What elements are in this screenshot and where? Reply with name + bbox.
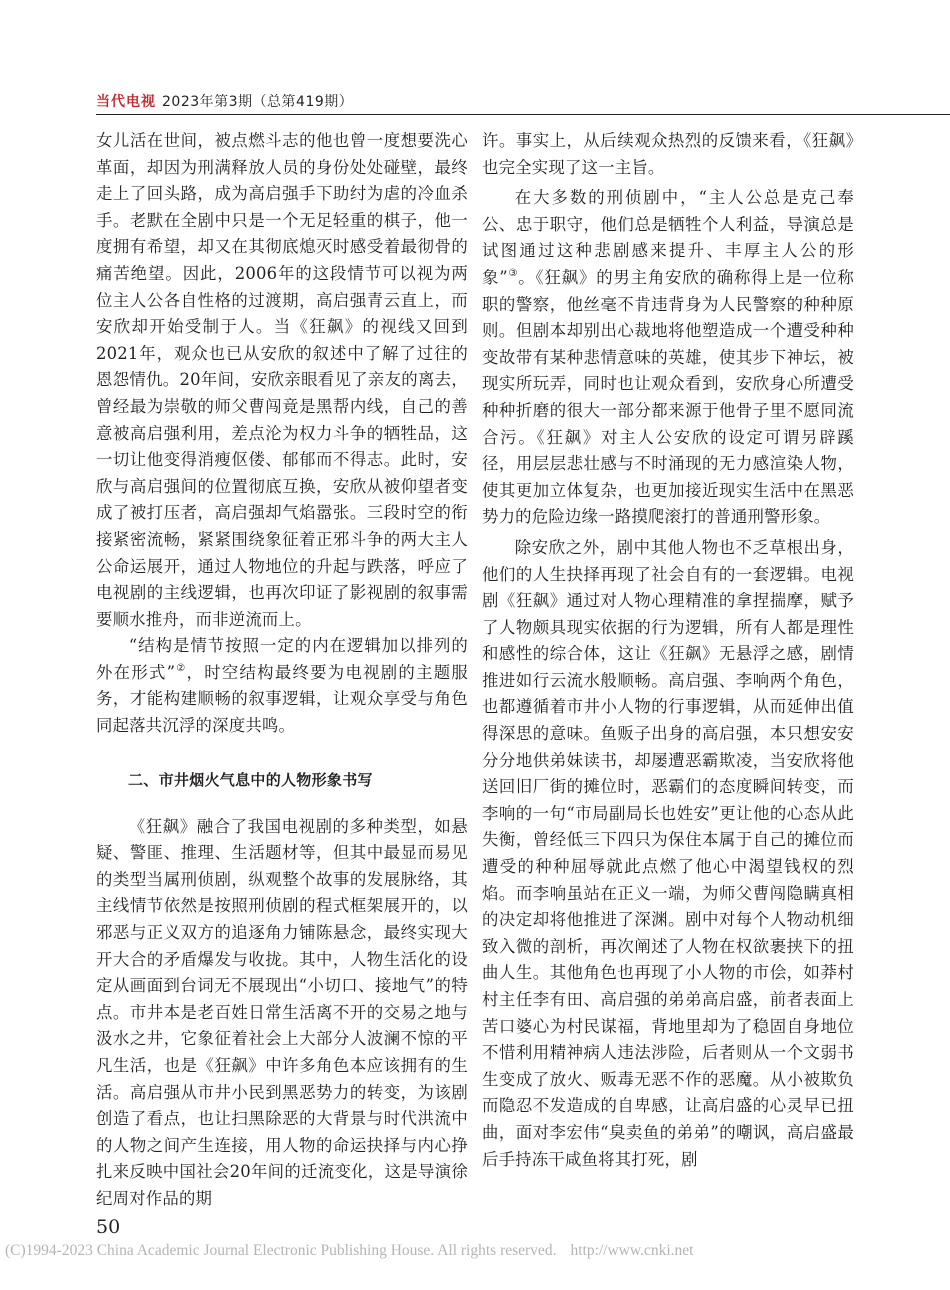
copyright-watermark <box>5 1241 950 1261</box>
header-divider <box>96 114 950 115</box>
paragraph-text: 在大多数的刑侦剧中，“主人公总是克己奉公、忠于职守，他们总是牺牲个人利益，导演总是试图通过这种悲剧感来提升、丰厚主人公的形象” <box>482 188 854 287</box>
section-heading: 二、市井烟火气息中的人物形象书写 <box>128 770 373 789</box>
running-header <box>96 92 950 114</box>
body-paragraph <box>96 633 468 739</box>
paragraph-text: 。《狂飙》的男主角安欣的确称得上是一位称职的警察，他丝毫不肯违背身为人民警察的种种原则。但剧本却别出心裁地将他塑造成一个遭受种种变故带有某种悲情意味的英雄，使其步下神坛，被现实所玩弄，同时也让观众看到，安欣身心所遭受种种折磨的很大一部分都来源于他骨子里不愿同流合污。《狂飙》对主人公安欣的设定可谓另辟蹊径，用层层悲壮感与不时涌现的无力感渲染人物，使其更加立体复杂，也更加接近现实生活中在黑恶势力的危险边缘一路摸爬滚打的普通刑警形象。 <box>482 267 854 527</box>
page-number: 50 <box>96 1216 121 1238</box>
footnote-marker: ③ <box>507 267 519 279</box>
footnote-marker: ② <box>175 662 187 674</box>
copyright-text: (C)1994-2023 China Academic Journal Electronic Publishing House. All rights reserved. <box>5 1242 557 1259</box>
issue-info: 2023年第3期（总第419期） <box>162 94 354 110</box>
journal-name: 当代电视 <box>96 94 156 110</box>
right-column <box>482 128 854 1173</box>
paragraph-text: ，时空结构最终要为电视剧的主题服务，才能构建顺畅的叙事逻辑，让观众享受与角色同起落共沉浮的深度共鸣。 <box>96 662 468 736</box>
quotation: “结构是情节按照一定的内在逻辑加以排列的外在形式” <box>96 636 468 682</box>
body-paragraph <box>482 185 854 531</box>
left-column <box>96 128 468 1213</box>
body-paragraph: 女儿活在世间，被点燃斗志的他也曾一度想要洗心革面，却因为刑满释放人员的身份处处碰壁，最终走上了回头路，成为高启强手下助纣为虐的冷血杀手。老默在全剧中只是一个无足轻重的棋子，他一度拥有希望，却又在其彻底熄灭时感受着最彻骨的痛苦绝望。因此，2006年的这段情节可以视为两位主人公各自性格的过渡期，高启强青云直上，而安欣却开始受制于人。当《狂飙》的视线又回到2021年，观众也已从安欣的叙述中了解了过往的恩怨情仇。20年间，安欣亲眼看见了亲友的离去，曾经最为崇敬的师父曹闯竟是黑帮内线，自己的善意被高启强利用，差点沦为权力斗争的牺牲品，这一切让他变得消瘦伛偻、郁郁而不得志。此时，安欣与高启强间的位置彻底互换，安欣从被仰望者变成了被打压者，高启强却气焰嚣张。三段时空的衔接紧密流畅，紧紧围绕象征着正邪斗争的两大主人公命运展开，通过人物地位的升起与跌落，呼应了电视剧的主线逻辑，也再次印证了影视剧的叙事需要顺水推舟，而非逆流而上。 <box>96 131 468 629</box>
body-paragraph: 《狂飙》融合了我国电视剧的多种类型，如悬疑、警匪、推理、生活题材等，但其中最显而易见的类型当属刑侦剧，纵观整个故事的发展脉络，其主线情节依然是按照刑侦剧的程式框架展开的，以邪恶与正义双方的追逐角力铺陈悬念，最终实现大开大合的矛盾爆发与收拢。其中，人物生活化的设定从画面到台词无不展现出“小切口、接地气”的特点。市井本是老百姓日常生活离不开的交易之地与汲水之井，它象征着社会上大部分人波澜不惊的平凡生活，也是《狂飙》中许多角色本应该拥有的生活。高启强从市井小民到黑恶势力的转变，为该剧创造了看点，也让扫黑除恶的大背景与时代洪流中的人物之间产生连接，用人物的命运抉择与内心挣扎来反映中国社会20年间的迁流变化，这是导演徐纪周对作品的期 <box>96 816 468 1208</box>
cnki-url: http://www.cnki.net <box>570 1242 694 1259</box>
body-paragraph: 除安欣之外，剧中其他人物也不乏草根出身，他们的人生抉择再现了社会自有的一套逻辑。电视剧《狂飙》通过对人物心理精准的拿捏揣摩，赋予了人物颇具现实依据的行为逻辑，所有人都是理性和感性的综合体，这让《狂飙》无悬浮之感，剧情推进如行云流水般顺畅。高启强、李响两个角色，也都遵循着市井小人物的行事逻辑，从而延伸出值得深思的意味。鱼贩子出身的高启强，本只想安安分分地供弟妹读书，却屡遭恶霸欺凌，当安欣将他送回旧厂街的摊位时，恶霸们的态度瞬间转变，而李响的一句“市局副局长也姓安”更让他的心态从此失衡，曾经低三下四只为保住本属于自己的摊位而遭受的种种屈辱就此点燃了他心中渴望钱权的烈焰。而李响虽站在正义一端，为师父曹闯隐瞒真相的决定却将他推进了深渊。剧中对每个人物动机细致入微的剖析，再次阐述了人物在权欲裹挟下的扭曲人生。其他角色也再现了小人物的市侩，如莽村村主任李有田、高启强的弟弟高启盛，前者表面上苦口婆心为村民谋福，背地里却为了稳固自身地位不惜利用精神病人违法涉险，后者则从一个文弱书生变成了放火、贩毒无恶不作的恶魔。从小被欺负而隐忍不发造成的自卑感，让高启盛的心灵早已扭曲，面对李宏伟“臭卖鱼的弟弟”的嘲讽，高启盛最后手持冻干咸鱼将其打死，剧 <box>482 537 854 1169</box>
body-paragraph: 许。事实上，从后续观众热烈的反馈来看，《狂飙》也完全实现了这一主旨。 <box>482 131 854 177</box>
